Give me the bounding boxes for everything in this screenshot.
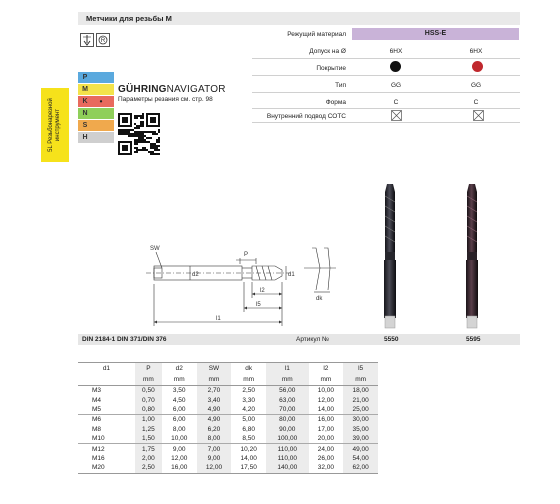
material-group-n <box>78 108 114 119</box>
section-tab-label: 5L Резьбонарезной инструмент <box>48 98 61 152</box>
tap-drawing <box>140 240 340 336</box>
size-cell: M20 <box>78 463 135 473</box>
value-cell: 9,00 <box>197 454 232 463</box>
size-cell: M10 <box>92 435 105 443</box>
divider <box>252 92 520 93</box>
tap-image-5595[interactable] <box>452 182 492 332</box>
form-value-2: C <box>473 99 479 106</box>
table-body <box>78 374 378 473</box>
divider <box>252 108 520 109</box>
unit-cell: mm <box>309 374 344 386</box>
material-group-letter: N <box>82 110 88 117</box>
value-cell: 20,00 <box>317 435 334 443</box>
table-row[interactable] <box>78 454 378 463</box>
value-cell: 10,20 <box>231 444 266 454</box>
table-row[interactable] <box>78 434 378 444</box>
cutting-params-note: Параметры резания см. стр. 98 <box>118 96 213 103</box>
value-cell: 30,00 <box>343 415 378 425</box>
qr-code[interactable] <box>118 113 160 155</box>
value-cell: 110,00 <box>266 444 308 454</box>
table-row[interactable] <box>78 415 378 425</box>
material-group-letter: M <box>82 86 88 93</box>
value-cell: 4,20 <box>242 405 256 413</box>
coating-dot-2 <box>472 61 483 72</box>
article-label: Артикул № <box>296 336 330 343</box>
label-l5: l5 <box>256 302 261 308</box>
value-cell: 1,50 <box>135 434 162 444</box>
value-cell: 3,50 <box>172 387 186 395</box>
size-cell: M16 <box>92 454 105 462</box>
article-5595[interactable]: 5595 <box>466 336 481 343</box>
page-title: Метчики для резьбы М <box>86 14 172 23</box>
value-cell: 8,00 <box>197 434 232 444</box>
material-group-h <box>78 132 114 143</box>
no-coolant-icon-2 <box>473 110 484 123</box>
size-cell: M12 <box>78 444 135 454</box>
value-cell: 4,50 <box>172 396 186 404</box>
material-group-letter: H <box>82 134 88 141</box>
unit-cell: mm <box>343 374 378 386</box>
label-d1: d1 <box>288 272 295 278</box>
value-cell: 39,00 <box>343 434 378 444</box>
value-cell: 4,90 <box>197 405 232 415</box>
value-cell: 0,50 <box>135 386 162 396</box>
material-group-p <box>78 72 114 83</box>
label-dk: dk <box>316 296 323 302</box>
material-group-letter: K <box>82 98 88 105</box>
column-header-l5: l5 <box>343 363 378 375</box>
article-5550[interactable]: 5550 <box>384 336 399 343</box>
logo-brand: GÜHRING <box>118 84 167 95</box>
tolerance-label: Допуск на Ø <box>309 48 346 55</box>
value-cell: 0,80 <box>135 405 162 415</box>
value-cell: 2,70 <box>197 386 232 396</box>
value-cell: 14,00 <box>317 405 334 413</box>
value-cell: 10,00 <box>171 435 188 443</box>
value-cell: 4,90 <box>197 415 232 425</box>
label-l2: l2 <box>260 288 265 294</box>
value-cell: 63,00 <box>266 395 308 404</box>
material-group-letter: S <box>82 122 88 129</box>
value-cell: 54,00 <box>343 454 378 463</box>
value-cell: 70,00 <box>266 405 308 415</box>
tolerance-value-2: 6HX <box>469 48 483 55</box>
value-cell: 24,00 <box>309 444 344 454</box>
type-value-2: GG <box>470 82 482 89</box>
value-cell: 12,00 <box>171 454 188 462</box>
table-row[interactable] <box>78 386 378 396</box>
column-header-l2: l2 <box>309 363 344 375</box>
label-d2: d2 <box>192 272 199 278</box>
logo-product: NAVIGATOR <box>166 84 226 95</box>
value-cell: 8,50 <box>242 435 256 443</box>
value-cell: 6,00 <box>162 415 197 425</box>
value-cell: 5,00 <box>231 415 266 425</box>
table-row[interactable] <box>78 425 378 434</box>
value-cell: 17,50 <box>231 463 266 473</box>
no-coolant-icon-1 <box>391 110 402 123</box>
value-cell: 12,00 <box>197 463 232 473</box>
coating-label: Покрытие <box>316 65 346 72</box>
value-cell: 6,80 <box>242 425 256 433</box>
value-cell: 1,25 <box>135 425 162 434</box>
value-cell: 8,00 <box>172 425 186 433</box>
dimensions-table <box>78 362 378 474</box>
din-standards: DIN 2184-1 DIN 371/DIN 376 <box>82 336 167 343</box>
value-cell: 35,00 <box>343 425 378 434</box>
value-cell: 100,00 <box>266 434 308 444</box>
material-group-k <box>78 96 114 107</box>
material-group-s <box>78 120 114 131</box>
unit-cell: mm <box>266 374 308 386</box>
size-cell: M5 <box>92 405 102 413</box>
table-header-row <box>78 363 378 375</box>
value-cell: 16,00 <box>162 463 197 473</box>
form-label: Форма <box>325 99 346 106</box>
divider <box>252 75 520 76</box>
label-p: P <box>244 252 249 258</box>
size-cell: M8 <box>92 425 102 433</box>
value-cell: 62,00 <box>343 463 378 473</box>
value-cell: 18,00 <box>343 386 378 396</box>
tap-image-5550[interactable] <box>370 182 410 332</box>
value-cell: 110,00 <box>266 454 308 463</box>
unit-cell: mm <box>197 374 232 386</box>
value-cell: 1,00 <box>135 415 162 425</box>
tolerance-value-1: 6HX <box>389 48 403 55</box>
material-group-letter: P <box>82 74 88 81</box>
tap-direction-icon <box>80 33 94 47</box>
svg-text:R: R <box>100 38 106 45</box>
unit-cell: mm <box>231 374 266 386</box>
material-group-mark: • <box>99 97 103 106</box>
value-cell: 140,00 <box>266 463 308 473</box>
column-header-d1: d1 <box>78 363 135 375</box>
value-cell: 90,00 <box>266 425 308 434</box>
value-cell: 6,00 <box>172 405 186 413</box>
form-value-1: C <box>393 99 399 106</box>
column-header-d2: d2 <box>162 363 197 375</box>
units-row <box>78 374 378 386</box>
value-cell: 3,30 <box>242 396 256 404</box>
unit-cell <box>78 374 135 386</box>
value-cell: 0,70 <box>135 395 162 404</box>
column-header-sw: SW <box>197 363 232 375</box>
material-group-m <box>78 84 114 95</box>
column-header-l1: l1 <box>266 363 308 375</box>
label-sw: SW <box>150 246 160 252</box>
coating-dot-1 <box>390 61 401 72</box>
label-l1: l1 <box>216 316 221 322</box>
value-cell: 9,00 <box>162 444 197 454</box>
column-header-p: P <box>135 363 162 375</box>
material-value: HSS-E <box>424 30 447 37</box>
value-cell: 10,00 <box>317 387 334 395</box>
value-cell: 26,00 <box>317 454 334 462</box>
coolant-label: Внутренний подвод СОТС <box>266 113 346 120</box>
value-cell: 2,50 <box>242 387 256 395</box>
value-cell: 1,75 <box>135 444 162 454</box>
value-cell: 7,00 <box>197 444 232 454</box>
right-hand-thread-icon <box>96 33 110 47</box>
table-row[interactable] <box>78 444 378 454</box>
navigator-logo <box>118 84 226 95</box>
type-value-1: GG <box>390 82 402 89</box>
value-cell: 49,00 <box>343 444 378 454</box>
value-cell: 56,00 <box>266 386 308 396</box>
type-label: Тип <box>335 82 346 89</box>
value-cell: 25,00 <box>343 405 378 415</box>
value-cell: 21,00 <box>343 395 378 404</box>
value-cell: 2,00 <box>135 454 162 463</box>
table-row[interactable] <box>78 395 378 404</box>
value-cell: 12,00 <box>317 396 334 404</box>
column-header-dk: dk <box>231 363 266 375</box>
value-cell: 16,00 <box>309 415 344 425</box>
material-label: Режущий материал <box>287 31 346 38</box>
size-cell: M3 <box>92 387 102 395</box>
value-cell: 17,00 <box>317 425 334 433</box>
value-cell: 6,20 <box>197 425 232 434</box>
unit-cell: mm <box>135 374 162 386</box>
table-row[interactable] <box>78 405 378 415</box>
value-cell: 14,00 <box>240 454 257 462</box>
table-row[interactable] <box>78 463 378 473</box>
divider <box>252 58 520 59</box>
unit-cell: mm <box>162 374 197 386</box>
value-cell: 32,00 <box>309 463 344 473</box>
size-cell: M6 <box>78 415 135 425</box>
value-cell: 80,00 <box>266 415 308 425</box>
size-cell: M4 <box>92 396 102 404</box>
value-cell: 3,40 <box>197 395 232 404</box>
value-cell: 2,50 <box>135 463 162 473</box>
